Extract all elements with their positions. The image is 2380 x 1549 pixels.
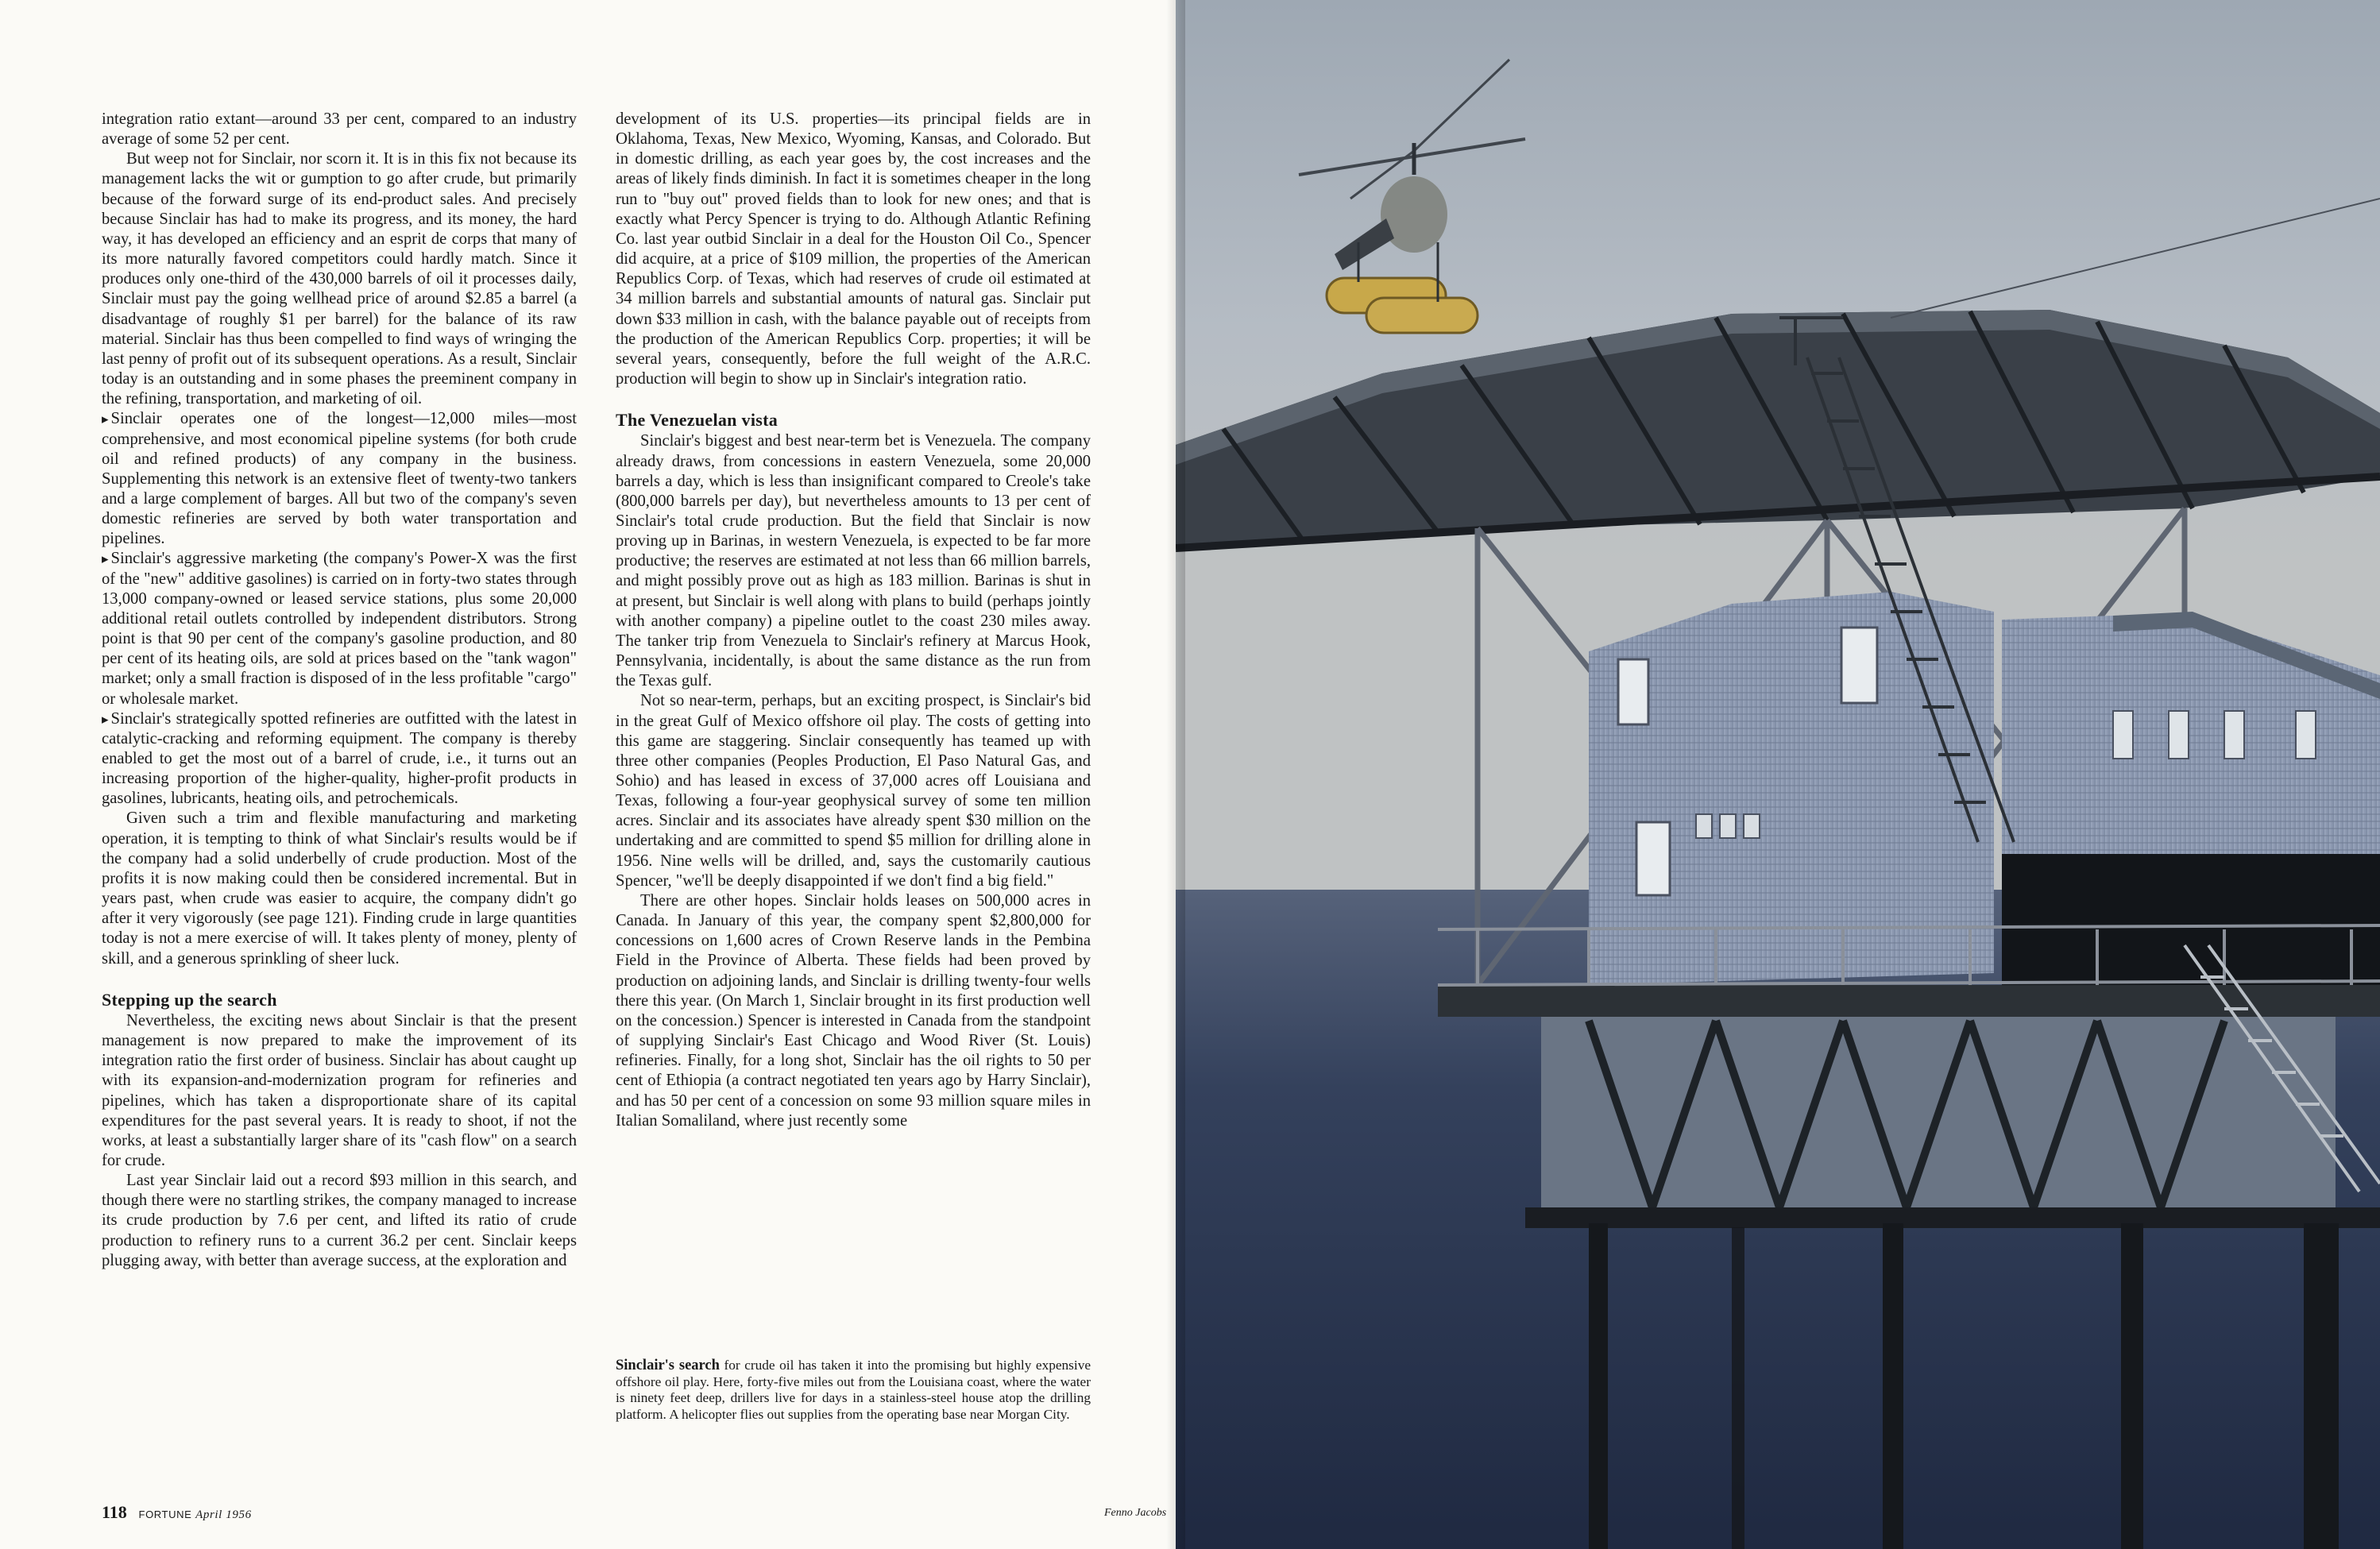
paragraph: There are other hopes. Sinclair holds leases on 500,000 acres in Canada. In January of this year, the company spent $2,800,000 for concessions on 1,600 acres of Crown Reserve lands in the Pembina Field in the Province of Alberta. These fields had been proved by production on adjoining lands, and Sinclair is drilling twenty-four wells there this year. (On March 1, Sinclair brought in its first production well on the concession.) Spencer is interested in Canada from the standpoint of supplying Sinclair's East Chicago and Wood River (St. Louis) refineries. Finally, for a long shot, Sinclair has the oil rights to 50 per cent of Ethiopia (a contract negotiated ten years ago by Harry Sinclair), and has 50 per cent of a concession on some 93 million square miles in Italian Somaliland, where just recently some	[616, 891, 1091, 1130]
paragraph: Sinclair's biggest and best near-term bet is Venezuela. The company already draws, from concessions in eastern Venezuela, some 20,000 barrels a day, which is less than insignificant compared to Creole's take (800,000 barrels per day), but nevertheless amounts to 13 per cent of Sinclair's total crude production. But the field that Sinclair is now proving up in Barinas, in western Venezuela, is expected to be far more productive; the reserves are estimated at not less than 66 million barrels, and might possibly prove out as high as 183 million. Barinas is shut in at present, but Sinclair is well along with plans to build (perhaps jointly with another company) a pipeline outlet to the coast 230 miles away. The tanker trip from Venezuela to Sinclair's refinery at Marcus Hook, Pennsylvania, incidentally, is about the same distance as the run from the Texas gulf.	[616, 432, 1091, 690]
window	[2224, 711, 2244, 759]
bullet-paragraph: ▸ Sinclair's strategically spotted refineries are outfitted with the latest in catalytic-cracking and reforming equipment. The company is thereby enabled to get the most out of a barrel of crude, i.e., it turns out an increasing proportion of the higher-quality, higher-profit products in gasolines, lubricants, heating oils, and petrochemicals.	[102, 709, 577, 809]
paragraph: Last year Sinclair laid out a record $93 million in this search, and though there were no startling strikes, the company managed to increase its crude production by 7.6 per cent, and lifted its ratio of crude production to refinery runs to a current 36.2 per cent. Sinclair keeps plugging away, with better than average success, at the exploration and	[102, 1172, 577, 1269]
vent	[1696, 814, 1712, 838]
paragraph: Nevertheless, the exciting news about Sinclair is that the present management is now prepared to make the improvement of its integration ratio the first order of business. Sinclair has about caught up with its expansion-and-modernization program for refineries and pipelines, which has taken a disproportionate share of its capital expenditures for the past several years. It is ready to shoot, if not the works, at least a substantially larger share of its "cash flow" on a search for crude.	[102, 1011, 577, 1169]
vent	[1744, 814, 1760, 838]
bullet-paragraph: ▸ Sinclair operates one of the longest—12,000 miles—most comprehensive, and most economical pipeline systems (for both crude oil and refined products) of any company in the business. Supplementing this network is an extensive fleet of twenty-two tankers and a large complement of barges. All but two of the company's seven domestic refineries are served by both water transportation and pipelines.	[102, 409, 577, 549]
window	[2113, 711, 2133, 759]
window	[1618, 659, 1648, 724]
page-folio	[102, 1502, 252, 1523]
window	[1841, 628, 1877, 703]
caption-text: for crude oil has taken it into the promising but highly expensive offshore oil play. Here, forty-five miles out from the Louisiana coast, where the water is ninety feet deep, drillers live for days in a stainless-steel house atop the drilling platform. A helicopter flies out supplies from the operating base near Morgan City.	[616, 1358, 1091, 1422]
photo-credit: Fenno Jacobs	[1104, 1507, 1167, 1519]
section-heading: Stepping up the search	[102, 989, 277, 1010]
left-page	[0, 0, 1176, 1549]
text-column-right	[616, 110, 1091, 1131]
window	[1636, 822, 1670, 895]
text-column-left	[102, 110, 577, 1271]
paragraph: Not so near-term, perhaps, but an exciting prospect, is Sinclair's bid in the great Gulf of Mexico offshore oil play. The costs of getting into this game are staggering. Sinclair consequently has teamed up with three other companies (Peoples Production, El Paso Natural Gas, and Sohio) and has leased in excess of 37,000 acres off Louisiana and Texas, following a four-year geophysical survey of some ten million acres. Sinclair and its associates have already spent $30 million on the undertaking and are committed to spend $5 million for drilling alone in 1956. Nine wells will be drilled, and, says the customarily cautious Spencer, "we'll be deeply disappointed if we don't find a big field."	[616, 692, 1091, 890]
window	[2169, 711, 2189, 759]
vent	[1720, 814, 1736, 838]
paragraph: integration ratio extant—around 33 per cent, compared to an industry average of some 52 per cent.	[102, 110, 577, 149]
caption-lead: Sinclair's search	[616, 1358, 720, 1373]
photo-caption	[616, 1358, 1091, 1423]
issue-date: April 1956	[195, 1508, 252, 1521]
window	[2296, 711, 2316, 759]
paragraph: But weep not for Sinclair, nor scorn it. It is in this fix not because its management lacks the wit or gumption to go after crude, but primarily because of the forward surge of its end-product sales. And precisely because Sinclair has had to make its progress, and its money, the hard way, it has developed an efficiency and an esprit de corps that many of its more naturally favored competitors could hardly match. Since it produces only one-third of the 430,000 barrels of oil it processes daily, Sinclair must pay the going wellhead price of around $2.85 a barrel (a disadvantage of roughly $1 per barrel) for the balance of its raw material. Sinclair has thus been compelled to find ways of wringing the last penny of profit out of its subsequent operations. As a result, Sinclair today is an outstanding and in some phases the preeminent company in the refining, transportation, and marketing of oil.	[102, 150, 577, 408]
section-heading: The Venezuelan vista	[616, 410, 779, 431]
paragraph: Given such a trim and flexible manufacturing and marketing operation, it is tempting to think of what Sinclair's results would be if the company had a solid underbelly of crude production. Most of the profits it is now making could then be considered incremental. But in years past, when crude was easier to acquire, the company didn't go after it very vigorously (see page 121). Finding crude in large quantities today is not a mere exercise of will. It takes plenty of money, plenty of skill, and a generous sprinkling of sheer luck.	[102, 809, 577, 968]
paragraph: development of its U.S. properties—its principal fields are in Oklahoma, Texas, New Mexico, Wyoming, Kansas, and Colorado. But in domestic drilling, as each year goes by, the cost increases and the areas of likely finds diminish. In fact it is sometimes cheaper in the long run to "buy out" proved fields than to look for new ones; and that is exactly what Percy Spencer is trying to do. Although Atlantic Refining Co. last year outbid Sinclair in a deal for the Houston Oil Co., Spencer did acquire, at a price of $109 million, the properties of the American Republics Corp. of Texas, which had reserves of crude oil estimated at 34 million barrels and substantial amounts of natural gas. Sinclair put down $33 million in cash, with the balance payable out of receipts from the production of the American Republics Corp. properties; it will be several years, consequently, before the full weight of the A.R.C. production will begin to show up in Sinclair's integration ratio.	[616, 110, 1091, 388]
offshore-platform-photo	[1176, 0, 2380, 1549]
magazine-name: FORTUNE	[138, 1508, 192, 1520]
page-number: 118	[102, 1502, 127, 1522]
bullet-paragraph: ▸ Sinclair's aggressive marketing (the company's Power-X was the first of the "new" additive gasolines) is carried on in forty-two states through 13,000 company-owned or leased service stations, plus some 20,000 additional retail outlets controlled by independent distributors. Strong point is that 90 per cent of the company's gasoline production, and 80 per cent of its heating oils, are sold at prices based on the "tank wagon" market; only a small fraction is disposed of in the less profitable "cargo" or wholesale market.	[102, 549, 577, 709]
